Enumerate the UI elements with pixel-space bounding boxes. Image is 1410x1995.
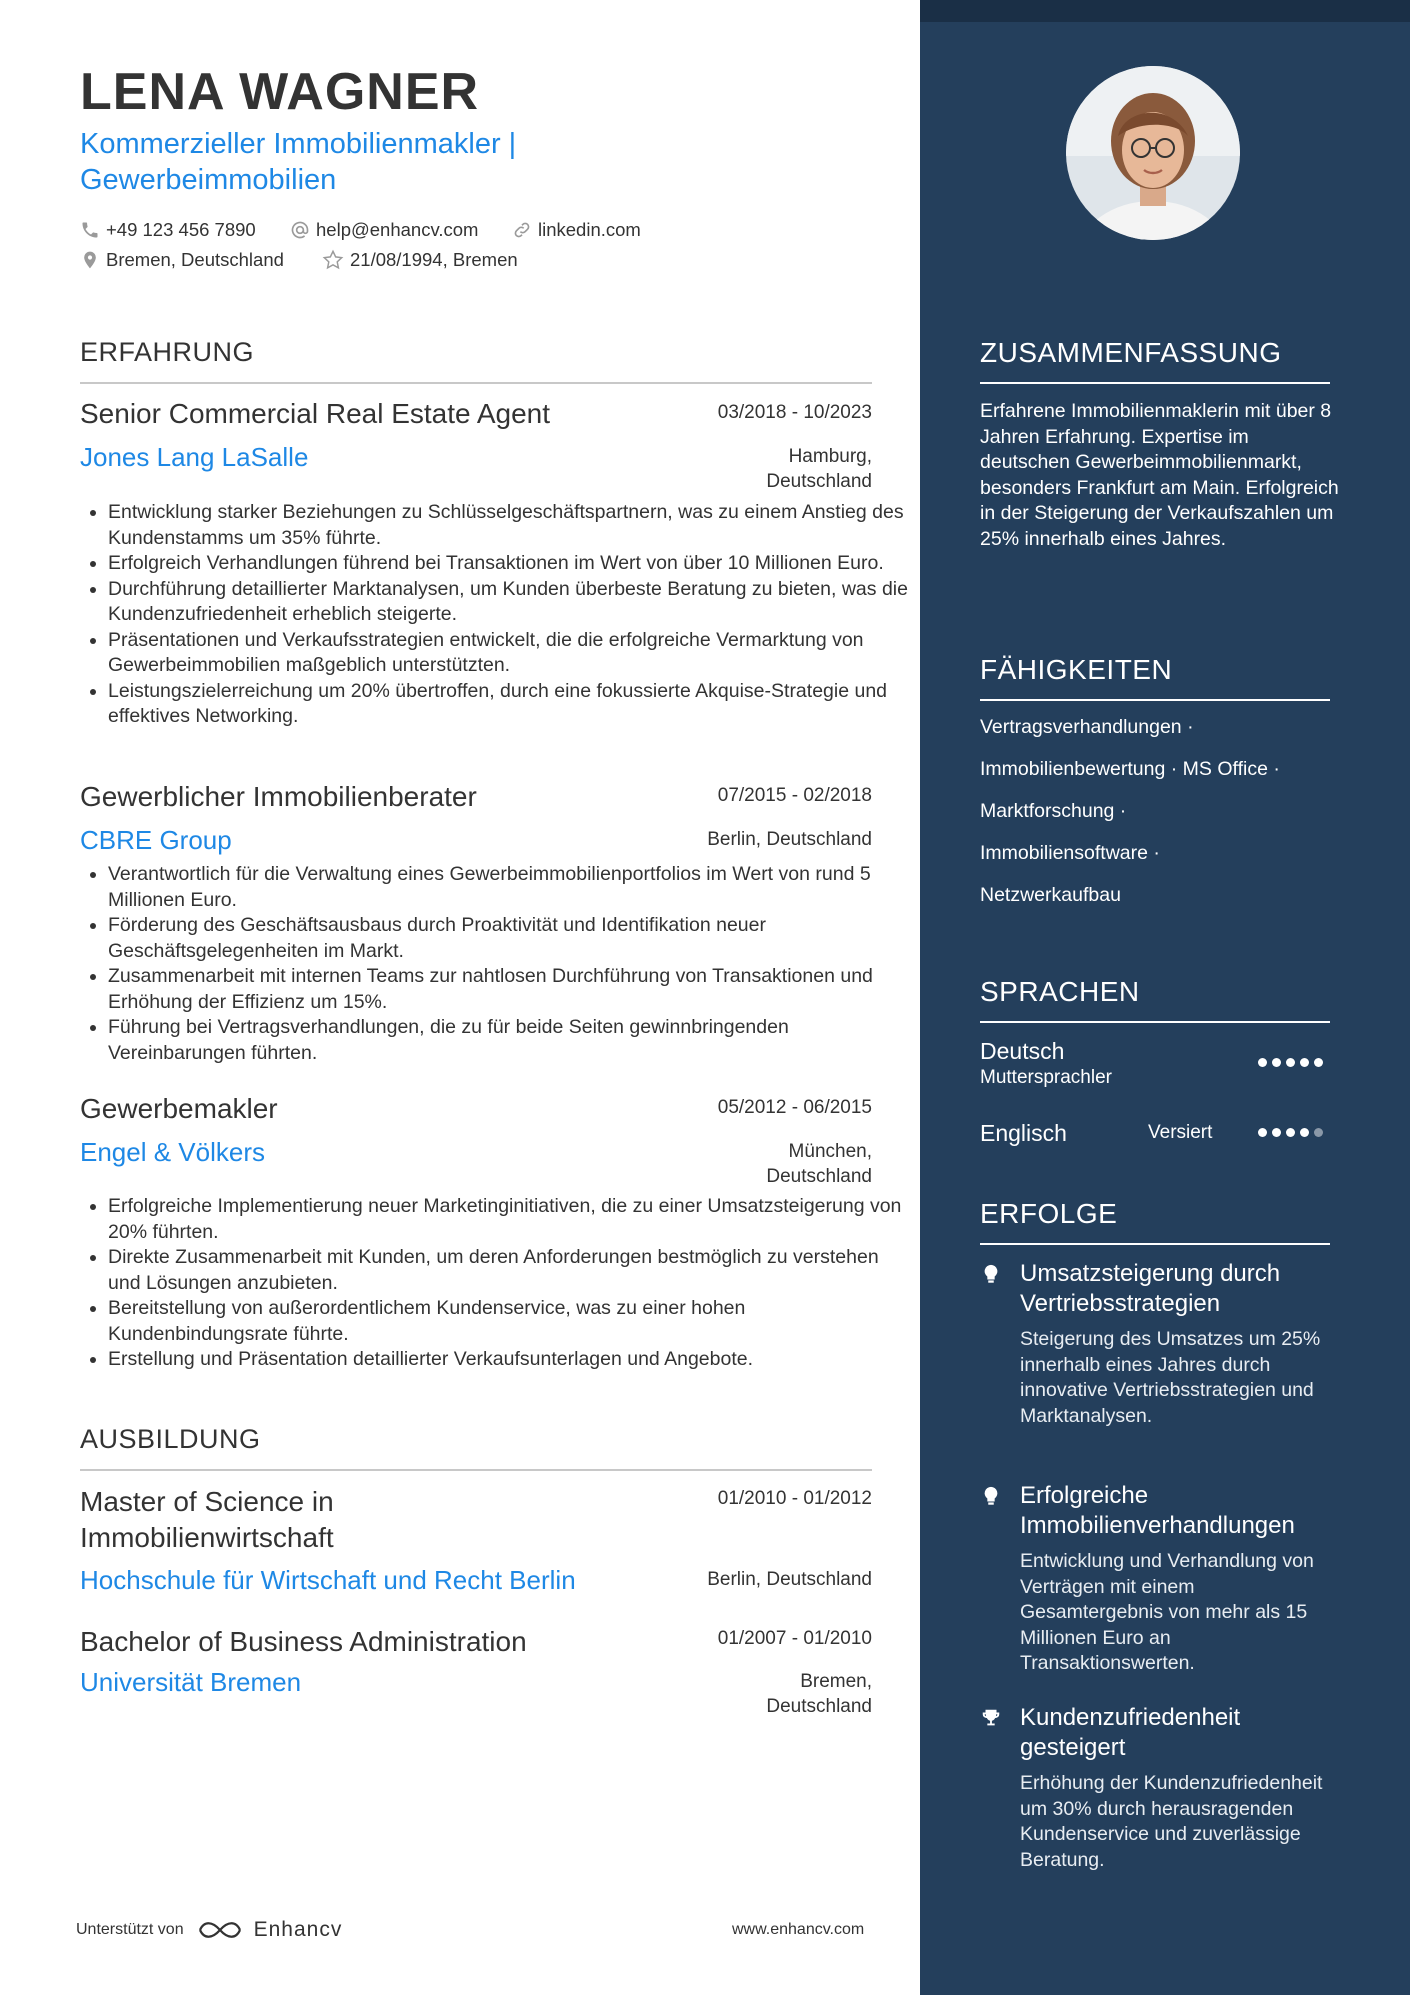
job-dates: 03/2018 - 10/2023	[717, 402, 872, 423]
bullet-item: • Entwicklung starker Beziehungen zu Schlüsselgeschäftspartnern, was zu einem Anstieg des Kundenstamms um 35% führte.	[108, 500, 908, 551]
skill-line: Immobiliensoftware ·	[980, 842, 1160, 864]
enhancv-logo-icon	[196, 1917, 244, 1943]
sidebar-top-bar	[920, 0, 1410, 22]
bullet-item: • Erfolgreich Verhandlungen führend bei Transaktionen im Wert von über 10 Millionen Euro.	[108, 551, 908, 577]
skills-divider	[980, 699, 1330, 701]
school-location: Berlin, Deutschland	[707, 1569, 872, 1590]
skill-line: Marktforschung ·	[980, 800, 1127, 822]
job-company: Jones Lang LaSalle	[80, 442, 309, 472]
education-divider	[80, 1469, 872, 1471]
rating-dot-filled	[1286, 1058, 1295, 1067]
lightbulb-icon	[980, 1263, 1002, 1285]
powered-by-text: Unterstützt von	[76, 1921, 184, 1938]
job-bullets	[80, 1194, 908, 1373]
contact-email[interactable]	[290, 219, 478, 241]
degree-title: Master of Science in Immobilienwirtschaft	[80, 1486, 334, 1553]
language-name: Deutsch	[980, 1038, 1065, 1064]
rating-dot-filled	[1300, 1058, 1309, 1067]
job-company: CBRE Group	[80, 825, 232, 855]
rating-dot-filled	[1286, 1128, 1295, 1137]
job-title: Gewerblicher Immobilienberater	[80, 781, 477, 812]
job-bullets	[80, 500, 908, 730]
brand-name: Enhancv	[253, 1918, 343, 1941]
skill-line: Immobilienbewertung · MS Office ·	[980, 758, 1280, 780]
rating-dot-filled	[1272, 1128, 1281, 1137]
contact-birth	[322, 249, 518, 271]
bullet-item: • Leistungszielerreichung um 20% übertroffen, durch eine fokussierte Akquise-Strategie und effektives Networking.	[108, 679, 908, 730]
at-icon	[290, 220, 310, 240]
contact-website[interactable]	[512, 219, 641, 241]
experience-section-title: ERFAHRUNG	[80, 337, 255, 367]
portrait-image	[1066, 66, 1240, 240]
languages-section-title: SPRACHEN	[980, 976, 1140, 1007]
rating-dot-filled	[1258, 1058, 1267, 1067]
star-icon	[322, 249, 344, 271]
school-name: Universität Bremen	[80, 1667, 302, 1697]
language-rating	[1258, 1058, 1328, 1067]
skill-line: Netzwerkaufbau	[980, 884, 1121, 906]
lightbulb-icon	[980, 1485, 1002, 1507]
degree-title: Bachelor of Business Administration	[80, 1626, 527, 1657]
skills-section-title: FÄHIGKEITEN	[980, 654, 1173, 685]
rating-dot-filled	[1258, 1128, 1267, 1137]
location-pin-icon	[80, 250, 100, 270]
candidate-name: LENA WAGNER	[80, 63, 480, 121]
achievement-desc: Steigerung des Umsatzes um 25% innerhalb eines Jahres durch innovative Vertriebsstrategien und Marktanalysen.	[1020, 1328, 1321, 1427]
school-location: Bremen, Deutschland	[766, 1671, 872, 1717]
achievement-desc: Entwicklung und Verhandlung von Verträgen mit einem Gesamtergebnis von mehr als 15 Millionen Euro an Transaktionswerten.	[1020, 1550, 1314, 1674]
trophy-icon	[980, 1707, 1002, 1729]
summary-text: Erfahrene Immobilienmaklerin mit über 8 Jahren Erfahrung. Expertise im deutschen Gewerbeimmobilienmarkt, besonders Frankfurt am Main. Erfolgreich in der Steigerung der Verkaufszahlen um 25% innerhalb eines Jahres.	[980, 400, 1339, 550]
language-rating	[1258, 1128, 1328, 1137]
job-location: Berlin, Deutschland	[707, 829, 872, 850]
job-title: Senior Commercial Real Estate Agent	[80, 398, 550, 429]
rating-dot-filled	[1272, 1058, 1281, 1067]
link-icon	[512, 220, 532, 240]
footer-url[interactable]: www.enhancv.com	[732, 1921, 865, 1938]
rating-dot-filled	[1300, 1128, 1309, 1137]
job-location: München, Deutschland	[766, 1141, 872, 1187]
bullet-item: • Erstellung und Präsentation detaillierter Verkaufsunterlagen und Angebote.	[108, 1347, 908, 1373]
achievement-title: Kundenzufriedenheit gesteigert	[1020, 1704, 1241, 1761]
achievements-divider	[980, 1243, 1330, 1245]
language-level: Versiert	[1148, 1122, 1213, 1143]
bullet-item: • Zusammenarbeit mit internen Teams zur nahtlosen Durchführung von Transaktionen und Erhöhung der Effizienz um 15%.	[108, 964, 908, 1015]
degree-dates: 01/2010 - 01/2012	[717, 1488, 872, 1509]
rating-dot-empty	[1314, 1128, 1323, 1137]
languages-divider	[980, 1021, 1330, 1023]
bullet-item: • Direkte Zusammenarbeit mit Kunden, um deren Anforderungen bestmöglich zu verstehen und Lösungen anzubieten.	[108, 1245, 908, 1296]
experience-divider	[80, 382, 872, 384]
bullet-item: • Führung bei Vertragsverhandlungen, die zu für beide Seiten gewinnbringenden Vereinbarungen führten.	[108, 1015, 908, 1066]
skill-line: Vertragsverhandlungen ·	[980, 716, 1194, 738]
bullet-item: • Förderung des Geschäftsausbaus durch Proaktivität und Identifikation neuer Geschäftsgelegenheiten im Markt.	[108, 913, 908, 964]
job-location: Hamburg, Deutschland	[766, 446, 872, 492]
bullet-item: • Präsentationen und Verkaufsstrategien entwickelt, die die erfolgreiche Vermarktung von Gewerbeimmobilien maßgeblich unterstützten.	[108, 628, 908, 679]
education-section-title: AUSBILDUNG	[80, 1424, 261, 1454]
job-dates: 07/2015 - 02/2018	[717, 785, 872, 806]
job-dates: 05/2012 - 06/2015	[717, 1097, 872, 1118]
phone-icon	[80, 220, 100, 240]
candidate-tagline: Kommerzieller Immobilienmakler | Gewerbeimmobilien	[80, 128, 517, 196]
bullet-item: • Erfolgreiche Implementierung neuer Marketinginitiativen, die zu einer Umsatzsteigerung von 20% führten.	[108, 1194, 908, 1245]
website-text[interactable]: linkedin.com	[538, 219, 641, 240]
bullet-item: • Durchführung detaillierter Marktanalysen, um Kunden überbeste Beratung zu bieten, was die Kundenzufriedenheit erheblich steigerte.	[108, 577, 908, 628]
language-level: Muttersprachler	[980, 1067, 1112, 1088]
job-bullets	[80, 862, 908, 1066]
achievement-desc: Erhöhung der Kundenzufriedenheit um 30% durch herausragenden Kundenservice und zuverlässige Beratung.	[1020, 1772, 1323, 1871]
bullet-item: • Verantwortlich für die Verwaltung eines Gewerbeimmobilienportfolios im Wert von rund 5 Millionen Euro.	[108, 862, 908, 913]
summary-section-title: ZUSAMMENFASSUNG	[980, 337, 1282, 368]
location-text: Bremen, Deutschland	[106, 249, 284, 270]
profile-photo	[1066, 66, 1240, 240]
achievement-title: Erfolgreiche Immobilienverhandlungen	[1020, 1482, 1295, 1539]
phone-text: +49 123 456 7890	[106, 219, 256, 240]
summary-divider	[980, 382, 1330, 384]
contact-phone	[80, 219, 256, 241]
birth-text: 21/08/1994, Bremen	[350, 249, 518, 270]
contact-location	[80, 249, 284, 271]
achievement-title: Umsatzsteigerung durch Vertriebsstrategien	[1020, 1260, 1281, 1317]
achievements-section-title: ERFOLGE	[980, 1198, 1118, 1229]
job-title: Gewerbemakler	[80, 1093, 278, 1124]
job-company: Engel & Völkers	[80, 1137, 265, 1167]
language-name: Englisch	[980, 1120, 1067, 1146]
school-name: Hochschule für Wirtschaft und Recht Berlin	[80, 1565, 576, 1595]
email-text[interactable]: help@enhancv.com	[316, 219, 479, 240]
footer-powered-by	[76, 1917, 342, 1943]
degree-dates: 01/2007 - 01/2010	[717, 1628, 872, 1649]
rating-dot-filled	[1314, 1058, 1323, 1067]
bullet-item: • Bereitstellung von außerordentlichem Kundenservice, was zu einer hohen Kundenbindungsrate führte.	[108, 1296, 908, 1347]
